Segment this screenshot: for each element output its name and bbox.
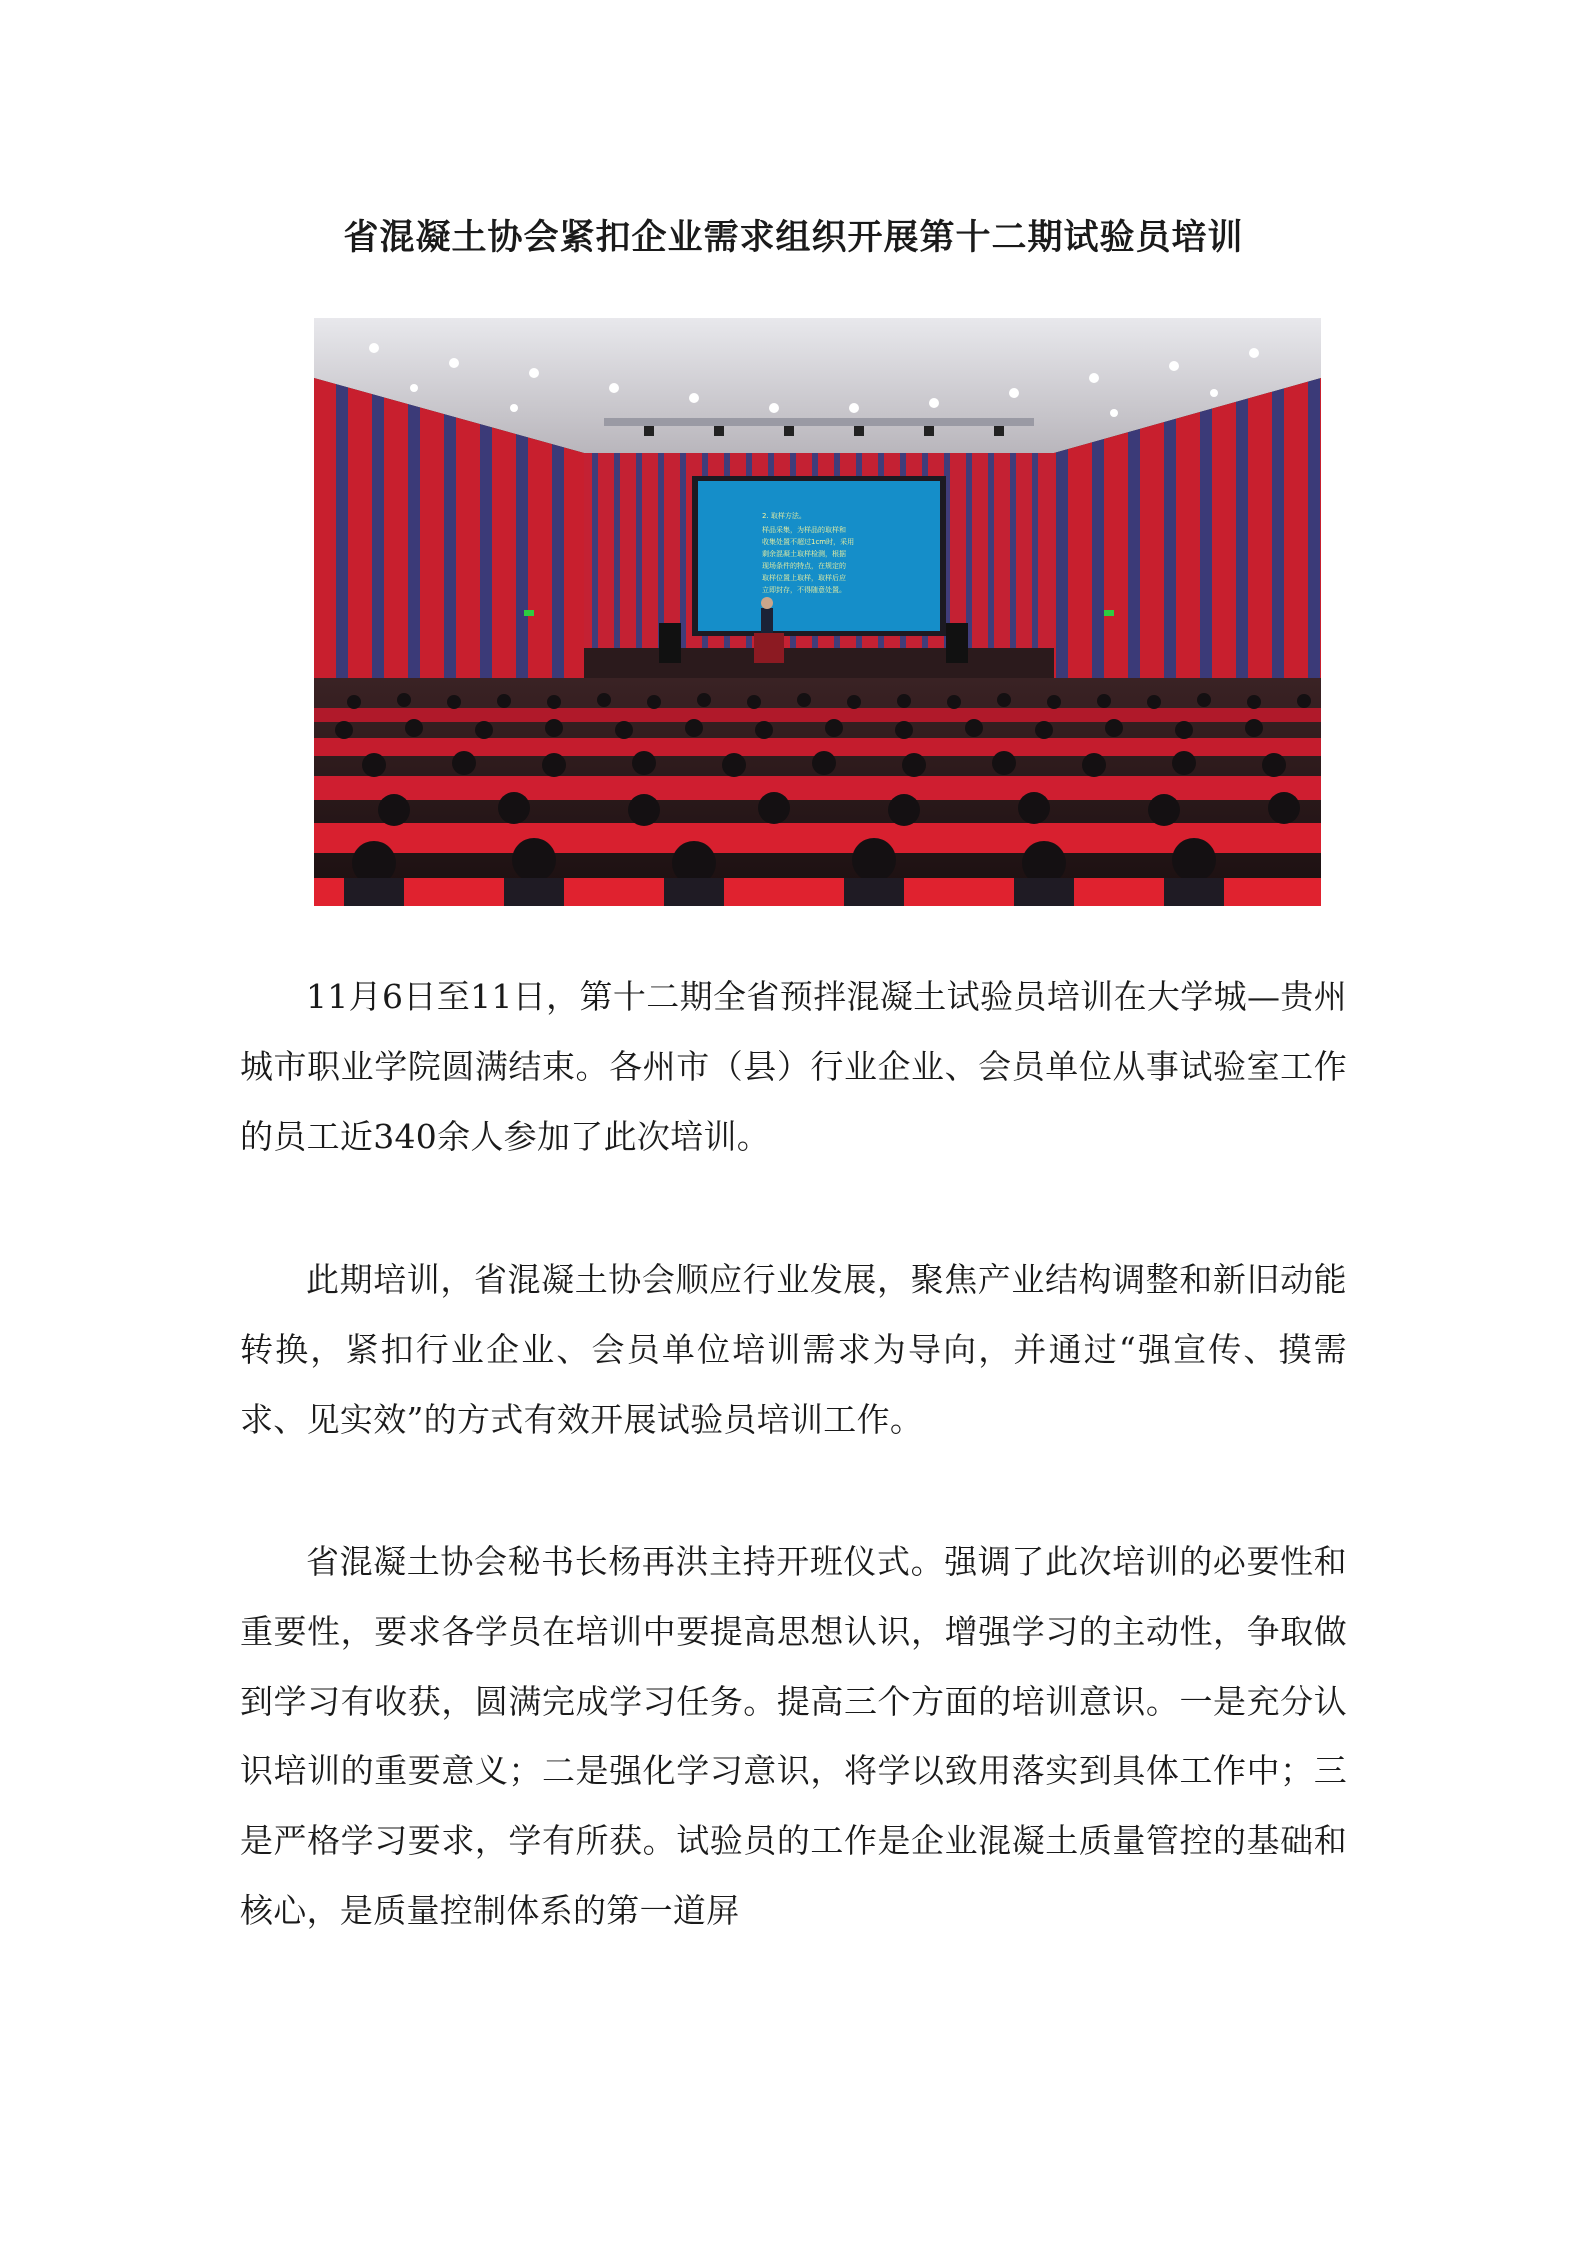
- screen-slide-text: 2. 取样方法。 样品采集，为样品的取样和 收集处置不超过1cm时，采用 剩余混凝土取样检测，根据 现场条件的特点，在规定的 取样位置上取样，取样后应 立即封存，不得随意处置。: [762, 512, 855, 594]
- paragraph-2-text: 此期培训，省混凝土协会顺应行业发展，聚焦产业结构调整和新旧动能转换，紧扣行业企业、会员单位培训需求为导向，并通过“强宣传、摸需求、见实效”的方式有效开展试验员培训工作。: [240, 1260, 1347, 1439]
- paragraph-3-text: 省混凝土协会秘书长杨再洪主持开班仪式。强调了此次培训的必要性和重要性，要求各学员在培训中要提高思想认识，增强学习的主动性，争取做到学习有收获，圆满完成学习任务。提高三个方面的培训意识。一是充分认识培训的重要意义；二是强化学习意识，将学以致用落实到具体工作中；三是严格学习要求，学有所获。试验员的工作是企业混凝土质量管控的基础和核心，是质量控制体系的第一道屏: [240, 1542, 1347, 1930]
- paragraph-1-text: 11月6日至11日，第十二期全省预拌混凝土试验员培训在大学城—贵州城市职业学院圆满结束。各州市（县）行业企业、会员单位从事试验室工作的员工近340余人参加了此次培训。: [240, 977, 1347, 1156]
- training-hall-photo: [314, 318, 1321, 906]
- photo-illustration: [314, 318, 1321, 906]
- paragraph-1: [240, 962, 1347, 1171]
- paragraph-3: [240, 1527, 1347, 1946]
- paragraph-2: [240, 1245, 1347, 1454]
- article-title: 省混凝土协会紧扣企业需求组织开展第十二期试验员培训: [343, 217, 1244, 258]
